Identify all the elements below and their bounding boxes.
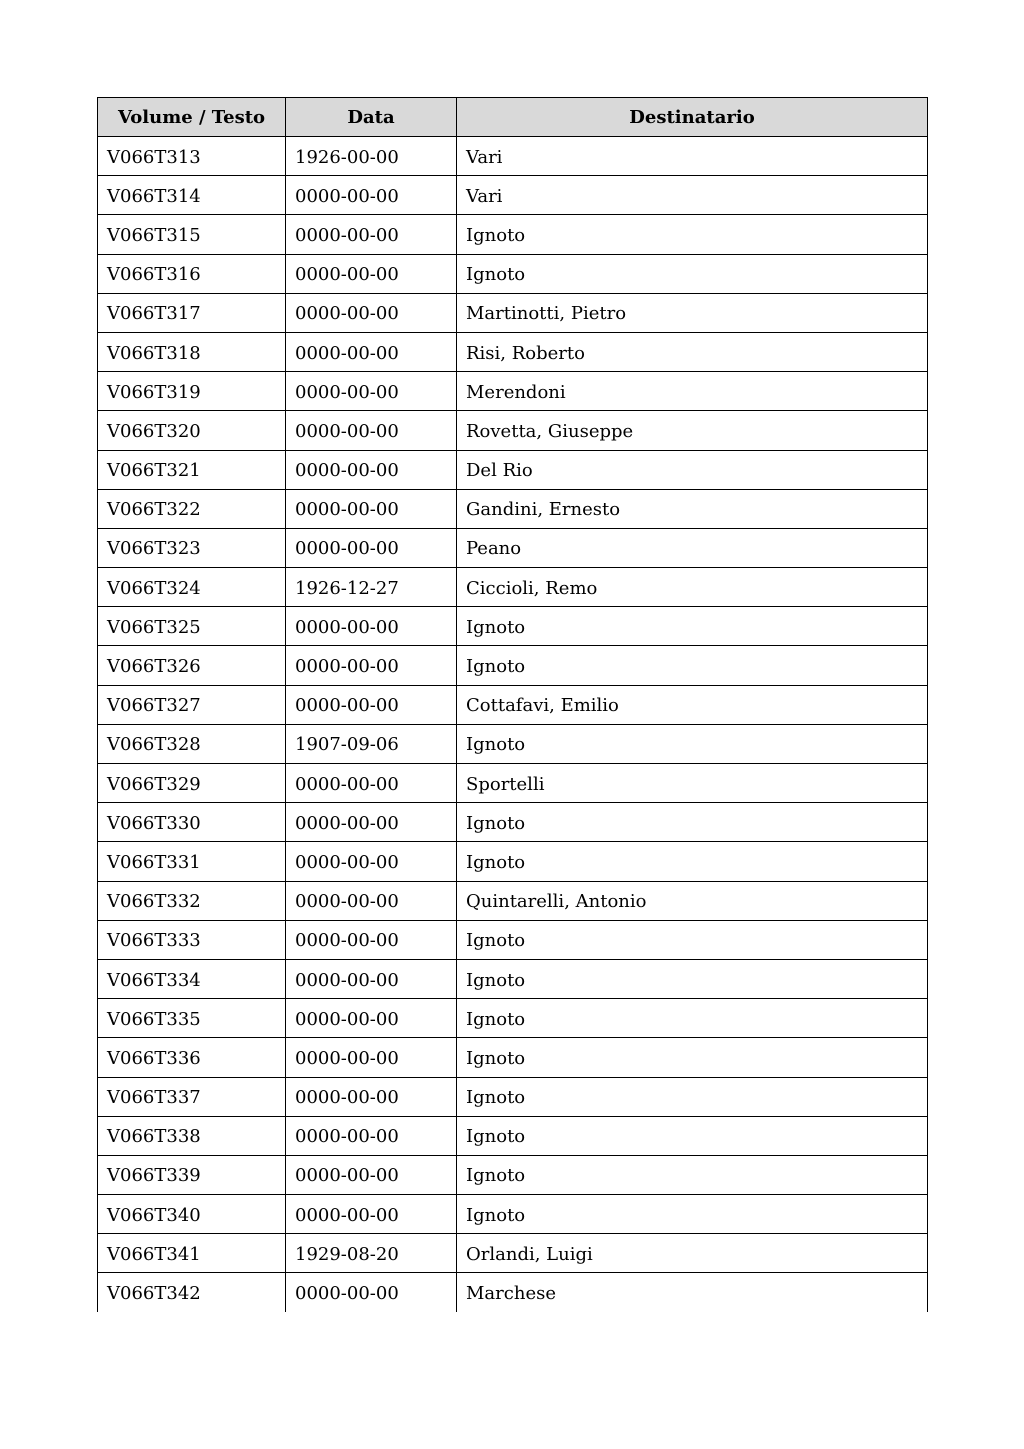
cell-date: 0000-00-00 xyxy=(286,215,457,254)
cell-recipient: Quintarelli, Antonio xyxy=(457,881,928,920)
cell-date: 0000-00-00 xyxy=(286,1116,457,1155)
table-body xyxy=(98,137,928,1313)
cell-recipient: Orlandi, Luigi xyxy=(457,1234,928,1273)
cell-recipient: Ignoto xyxy=(457,959,928,998)
table-row xyxy=(98,293,928,332)
cell-date: 1926-12-27 xyxy=(286,568,457,607)
cell-recipient: Ignoto xyxy=(457,842,928,881)
cell-date: 0000-00-00 xyxy=(286,1155,457,1194)
cell-volume: V066T337 xyxy=(98,1077,286,1116)
table-row xyxy=(98,724,928,763)
cell-volume: V066T324 xyxy=(98,568,286,607)
cell-date: 0000-00-00 xyxy=(286,1195,457,1234)
cell-recipient: Ignoto xyxy=(457,646,928,685)
table-row xyxy=(98,1155,928,1194)
cell-volume: V066T319 xyxy=(98,372,286,411)
table-row xyxy=(98,528,928,567)
cell-volume: V066T328 xyxy=(98,724,286,763)
cell-date: 0000-00-00 xyxy=(286,176,457,215)
cell-recipient: Ignoto xyxy=(457,1155,928,1194)
cell-recipient: Marchese xyxy=(457,1273,928,1312)
cell-recipient: Ignoto xyxy=(457,803,928,842)
cell-recipient: Rovetta, Giuseppe xyxy=(457,411,928,450)
cell-volume: V066T317 xyxy=(98,293,286,332)
cell-volume: V066T340 xyxy=(98,1195,286,1234)
cell-recipient: Martinotti, Pietro xyxy=(457,293,928,332)
cell-volume: V066T315 xyxy=(98,215,286,254)
cell-date: 0000-00-00 xyxy=(286,999,457,1038)
table-header xyxy=(98,98,928,137)
cell-recipient: Ignoto xyxy=(457,1077,928,1116)
table-row xyxy=(98,176,928,215)
cell-volume: V066T336 xyxy=(98,1038,286,1077)
cell-recipient: Peano xyxy=(457,528,928,567)
cell-date: 0000-00-00 xyxy=(286,254,457,293)
table-row xyxy=(98,959,928,998)
table-row xyxy=(98,254,928,293)
cell-volume: V066T341 xyxy=(98,1234,286,1273)
cell-volume: V066T318 xyxy=(98,332,286,371)
cell-date: 0000-00-00 xyxy=(286,646,457,685)
table-row xyxy=(98,920,928,959)
cell-volume: V066T334 xyxy=(98,959,286,998)
cell-recipient: Ciccioli, Remo xyxy=(457,568,928,607)
header-row xyxy=(98,98,928,137)
table-row xyxy=(98,450,928,489)
table-row xyxy=(98,411,928,450)
cell-recipient: Ignoto xyxy=(457,1038,928,1077)
cell-recipient: Ignoto xyxy=(457,607,928,646)
cell-volume: V066T329 xyxy=(98,764,286,803)
table-row xyxy=(98,646,928,685)
table-row xyxy=(98,803,928,842)
letters-table xyxy=(97,97,928,1312)
cell-volume: V066T313 xyxy=(98,137,286,176)
cell-recipient: Del Rio xyxy=(457,450,928,489)
cell-recipient: Ignoto xyxy=(457,1195,928,1234)
cell-recipient: Ignoto xyxy=(457,999,928,1038)
table-row xyxy=(98,881,928,920)
cell-volume: V066T320 xyxy=(98,411,286,450)
cell-recipient: Ignoto xyxy=(457,215,928,254)
table-row xyxy=(98,1038,928,1077)
cell-volume: V066T342 xyxy=(98,1273,286,1312)
cell-date: 0000-00-00 xyxy=(286,803,457,842)
cell-volume: V066T338 xyxy=(98,1116,286,1155)
cell-volume: V066T325 xyxy=(98,607,286,646)
cell-date: 0000-00-00 xyxy=(286,293,457,332)
cell-volume: V066T316 xyxy=(98,254,286,293)
table-row xyxy=(98,1116,928,1155)
cell-recipient: Sportelli xyxy=(457,764,928,803)
cell-date: 0000-00-00 xyxy=(286,685,457,724)
cell-recipient: Vari xyxy=(457,176,928,215)
cell-date: 0000-00-00 xyxy=(286,1077,457,1116)
cell-date: 0000-00-00 xyxy=(286,764,457,803)
column-header-recipient: Destinatario xyxy=(457,98,928,137)
cell-volume: V066T327 xyxy=(98,685,286,724)
cell-date: 0000-00-00 xyxy=(286,881,457,920)
table-row xyxy=(98,1273,928,1312)
cell-date: 0000-00-00 xyxy=(286,450,457,489)
cell-recipient: Ignoto xyxy=(457,920,928,959)
cell-recipient: Risi, Roberto xyxy=(457,332,928,371)
cell-recipient: Gandini, Ernesto xyxy=(457,489,928,528)
table-row xyxy=(98,999,928,1038)
cell-date: 0000-00-00 xyxy=(286,411,457,450)
table-row xyxy=(98,607,928,646)
table-row xyxy=(98,332,928,371)
table-row xyxy=(98,1195,928,1234)
cell-volume: V066T314 xyxy=(98,176,286,215)
cell-date: 0000-00-00 xyxy=(286,489,457,528)
cell-volume: V066T333 xyxy=(98,920,286,959)
table-row xyxy=(98,489,928,528)
cell-recipient: Ignoto xyxy=(457,724,928,763)
cell-volume: V066T331 xyxy=(98,842,286,881)
cell-recipient: Ignoto xyxy=(457,1116,928,1155)
cell-date: 0000-00-00 xyxy=(286,842,457,881)
cell-date: 0000-00-00 xyxy=(286,920,457,959)
table-row xyxy=(98,568,928,607)
table-row xyxy=(98,1234,928,1273)
cell-date: 0000-00-00 xyxy=(286,959,457,998)
cell-recipient: Merendoni xyxy=(457,372,928,411)
cell-recipient: Ignoto xyxy=(457,254,928,293)
table-row xyxy=(98,685,928,724)
cell-date: 1929-08-20 xyxy=(286,1234,457,1273)
cell-volume: V066T335 xyxy=(98,999,286,1038)
column-header-date: Data xyxy=(286,98,457,137)
cell-volume: V066T339 xyxy=(98,1155,286,1194)
cell-date: 0000-00-00 xyxy=(286,332,457,371)
cell-volume: V066T326 xyxy=(98,646,286,685)
cell-date: 0000-00-00 xyxy=(286,607,457,646)
table-row xyxy=(98,842,928,881)
cell-date: 0000-00-00 xyxy=(286,1273,457,1312)
cell-volume: V066T330 xyxy=(98,803,286,842)
cell-volume: V066T322 xyxy=(98,489,286,528)
table-row xyxy=(98,372,928,411)
cell-recipient: Vari xyxy=(457,137,928,176)
cell-date: 1907-09-06 xyxy=(286,724,457,763)
cell-date: 0000-00-00 xyxy=(286,372,457,411)
column-header-volume: Volume / Testo xyxy=(98,98,286,137)
cell-volume: V066T323 xyxy=(98,528,286,567)
cell-volume: V066T332 xyxy=(98,881,286,920)
cell-date: 1926-00-00 xyxy=(286,137,457,176)
cell-recipient: Cottafavi, Emilio xyxy=(457,685,928,724)
table-row xyxy=(98,1077,928,1116)
cell-volume: V066T321 xyxy=(98,450,286,489)
table-row xyxy=(98,215,928,254)
cell-date: 0000-00-00 xyxy=(286,528,457,567)
table-row xyxy=(98,764,928,803)
table-row xyxy=(98,137,928,176)
cell-date: 0000-00-00 xyxy=(286,1038,457,1077)
